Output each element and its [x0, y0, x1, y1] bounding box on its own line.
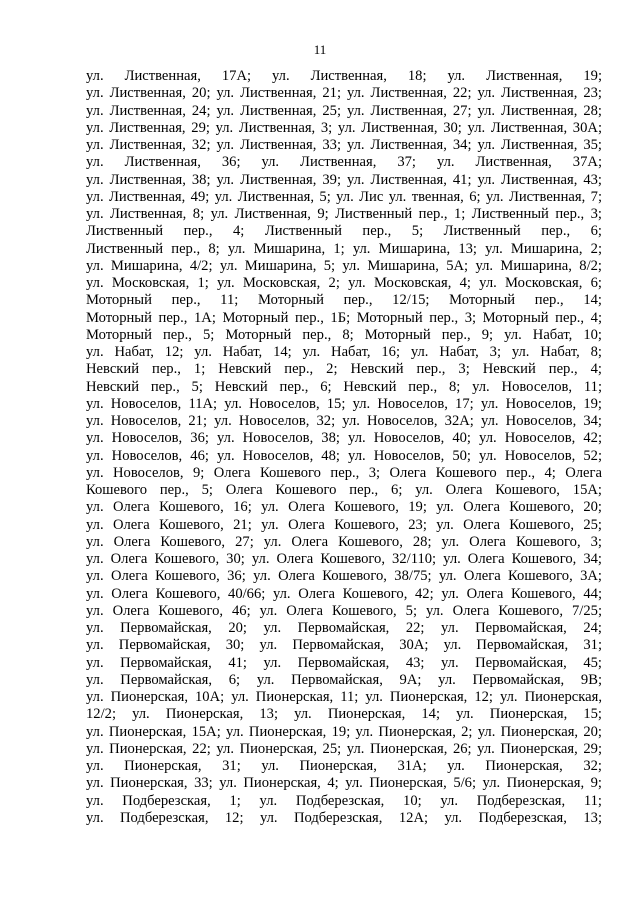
text-line: ул. Олега Кошевого, 27; ул. Олега Кошевого, 28; ул. Олега Кошевого, 3; [86, 533, 602, 550]
text-line: Моторный пер., 1А; Моторный пер., 1Б; Моторный пер., 3; Моторный пер., 4; [86, 309, 602, 326]
text-line: ул. Лиственная, 38; ул. Лиственная, 39; ул. Лиственная, 41; ул. Лиственная, 43; [86, 171, 602, 188]
page-number: 11 [313, 42, 327, 57]
text-line: ул. Первомайская, 30; ул. Первомайская, 30А; ул. Первомайская, 31; [86, 637, 602, 654]
text-line: ул. Лиственная, 24; ул. Лиственная, 25; ул. Лиственная, 27; ул. Лиственная, 28; [86, 102, 602, 119]
text-line: ул. Олега Кошевого, 16; ул. Олега Кошевого, 19; ул. Олега Кошевого, 20; [86, 499, 602, 516]
text-line: ул. Подберезская, 1; ул. Подберезская, 10; ул. Подберезская, 11; [86, 792, 602, 809]
text-line: ул. Набат, 12; ул. Набат, 14; ул. Набат, 16; ул. Набат, 3; ул. Набат, 8; [86, 344, 602, 360]
text-line: 12/2; ул. Пионерская, 13; ул. Пионерская, 14; ул. Пионерская, 15; [86, 706, 602, 723]
text-line: Невский пер., 5; Невский пер., 6; Невский пер., 8; ул. Новоселов, 11; [86, 378, 602, 395]
text-line: ул. Мишарина, 4/2; ул. Мишарина, 5; ул. Мишарина, 5А; ул. Мишарина, 8/2; [86, 257, 602, 274]
text-line: Кошевого пер., 5; Олега Кошевого пер., 6; ул. Олега Кошевого, 15А; [86, 482, 602, 498]
text-line: ул. Лиственная, 8; ул. Лиственная, 9; Лиственный пер., 1; Лиственный пер., 3; [86, 206, 602, 222]
text-line: ул. Первомайская, 41; ул. Первомайская, 43; ул. Первомайская, 45; [86, 654, 602, 671]
text-line: ул. Пионерская, 15А; ул. Пионерская, 19; ул. Пионерская, 2; ул. Пионерская, 20; [86, 723, 602, 740]
text-line: ул. Олега Кошевого, 21; ул. Олега Кошевого, 23; ул. Олега Кошевого, 25; [86, 516, 602, 533]
text-line: Моторный пер., 11; Моторный пер., 12/15; Моторный пер., 14; [86, 292, 602, 309]
text-line: ул. Олега Кошевого, 30; ул. Олега Кошевого, 32/110; ул. Олега Кошевого, 34; [86, 551, 602, 567]
text-line: ул. Новоселов, 9; Олега Кошевого пер., 3; Олега Кошевого пер., 4; Олега [86, 464, 602, 481]
text-line: ул. Новоселов, 21; ул. Новоселов, 32; ул. Новоселов, 32А; ул. Новоселов, 34; [86, 413, 602, 429]
text-line: Лиственный пер., 8; ул. Мишарина, 1; ул. Мишарина, 13; ул. Мишарина, 2; [86, 240, 602, 257]
text-line: ул. Лиственная, 20; ул. Лиственная, 21; ул. Лиственная, 22; ул. Лиственная, 23; [86, 85, 602, 102]
text-line: ул. Олега Кошевого, 46; ул. Олега Кошевого, 5; ул. Олега Кошевого, 7/25; [86, 602, 602, 619]
text-line: ул. Подберезская, 12; ул. Подберезская, 12А; ул. Подберезская, 13; [86, 809, 602, 826]
text-line: ул. Лиственная, 32; ул. Лиственная, 33; ул. Лиственная, 34; ул. Лиственная, 35; [86, 137, 602, 153]
text-line: ул. Пионерская, 10А; ул. Пионерская, 11; ул. Пионерская, 12; ул. Пионерская, [86, 689, 602, 705]
text-line: ул. Новоселов, 11А; ул. Новоселов, 15; ул. Новоселов, 17; ул. Новоселов, 19; [86, 395, 602, 412]
text-line: ул. Пионерская, 33; ул. Пионерская, 4; ул. Пионерская, 5/6; ул. Пионерская, 9; [86, 775, 602, 792]
address-list-body [86, 68, 602, 827]
text-line: ул. Лиственная, 17А; ул. Лиственная, 18; ул. Лиственная, 19; [86, 68, 602, 84]
text-line: Моторный пер., 5; Моторный пер., 8; Моторный пер., 9; ул. Набат, 10; [86, 326, 602, 343]
text-line: Лиственный пер., 4; Лиственный пер., 5; Лиственный пер., 6; [86, 223, 602, 240]
text-line: ул. Первомайская, 20; ул. Первомайская, 22; ул. Первомайская, 24; [86, 620, 602, 636]
text-line: Невский пер., 1; Невский пер., 2; Невский пер., 3; Невский пер., 4; [86, 361, 602, 378]
text-line: ул. Новоселов, 36; ул. Новоселов, 38; ул. Новоселов, 40; ул. Новоселов, 42; [86, 430, 602, 447]
text-line: ул. Лиственная, 29; ул. Лиственная, 3; ул. Лиственная, 30; ул. Лиственная, 30А; [86, 119, 602, 136]
text-line: ул. Лиственная, 36; ул. Лиственная, 37; ул. Лиственная, 37А; [86, 154, 602, 171]
text-line: ул. Лиственная, 49; ул. Лиственная, 5; ул. Лис ул. твенная, 6; ул. Лиственная, 7; [86, 188, 602, 205]
text-line: ул. Пионерская, 31; ул. Пионерская, 31А; ул. Пионерская, 32; [86, 758, 602, 774]
text-line: ул. Московская, 1; ул. Московская, 2; ул. Московская, 4; ул. Московская, 6; [86, 275, 602, 291]
text-line: ул. Первомайская, 6; ул. Первомайская, 9А; ул. Первомайская, 9В; [86, 671, 602, 688]
text-line: ул. Пионерская, 22; ул. Пионерская, 25; ул. Пионерская, 26; ул. Пионерская, 29; [86, 740, 602, 757]
text-line: ул. Олега Кошевого, 40/66; ул. Олега Кошевого, 42; ул. Олега Кошевого, 44; [86, 585, 602, 602]
text-line: ул. Олега Кошевого, 36; ул. Олега Кошевого, 38/75; ул. Олега Кошевого, 3А; [86, 568, 602, 585]
text-line: ул. Новоселов, 46; ул. Новоселов, 48; ул. Новоселов, 50; ул. Новоселов, 52; [86, 447, 602, 464]
